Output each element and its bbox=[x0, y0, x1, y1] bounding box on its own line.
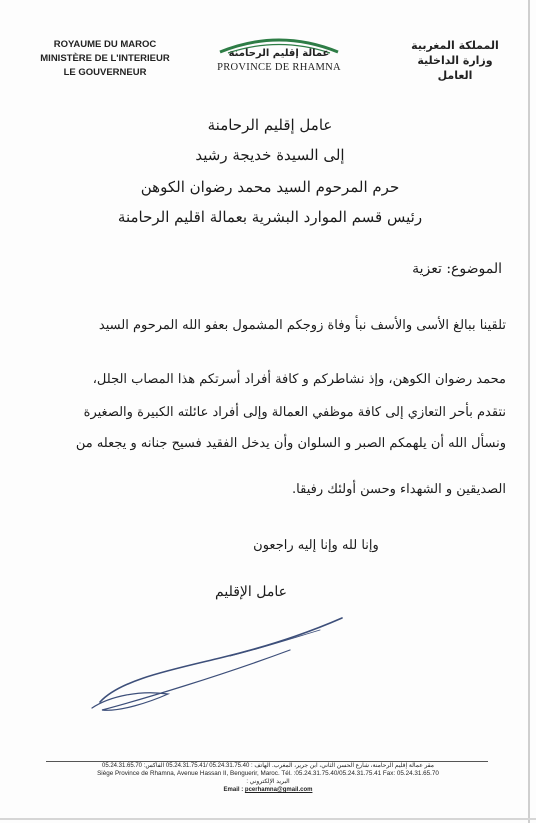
body-line: نتقدم بأحر التعازي إلى كافة موظفي العمالة وإلى أفراد عائلته الكبيرة والصغيرة bbox=[83, 405, 506, 420]
letter-subject: الموضوع: تعزية bbox=[412, 261, 502, 277]
footer-email-label-ar: البريد الإلكتروني : bbox=[246, 779, 290, 785]
signatory-title: عامل الإقليم bbox=[215, 584, 287, 600]
body-line: ونسأل الله أن يلهمكم الصبر و السلوان وأن يدخل الفقيد فسيح جنانه و يجعله من bbox=[75, 436, 506, 451]
header-governor-fr: LE GOUVERNEUR bbox=[63, 67, 147, 78]
header-ministry-fr: MINISTÈRE DE L'INTERIEUR bbox=[40, 53, 170, 64]
recipient-position: رئيس قسم الموارد البشرية بعمالة اقليم الرحامنة bbox=[117, 208, 423, 226]
header-kingdom-fr: ROYAUME DU MAROC bbox=[53, 39, 157, 50]
logo-arabic-text: عمالة إقليم الرحامنة bbox=[228, 48, 330, 59]
signature-icon bbox=[80, 610, 360, 720]
body-line: تلقينا ببالغ الأسى والأسف نبأ وفاة زوجكم المشمول بعفو الله المرحوم السيد bbox=[98, 318, 506, 333]
header-french-block bbox=[30, 38, 180, 80]
footer-email-label: Email : bbox=[223, 787, 244, 793]
recipient-name: إلى السيدة خديجة رشيد bbox=[195, 146, 345, 164]
header-kingdom-ar: المملكة المغربية bbox=[411, 39, 499, 52]
header-arabic-block bbox=[400, 38, 510, 83]
header-governor-ar: العامل bbox=[437, 69, 473, 82]
footer-address-ar: مقر عمالة إقليم الرحامنة، شارع الحسن الثاني، ابن جرير، المغرب. الهاتف : 05.24.31.75.40 /05.24.31.75.41 الفاكس: 05.24.31.65.70 bbox=[101, 763, 434, 769]
page-edge-right bbox=[528, 0, 530, 823]
closing-phrase: وإنا لله وإنا إليه راجعون bbox=[253, 538, 379, 553]
province-logo bbox=[214, 34, 344, 80]
body-line: الصديقين و الشهداء وحسن أولئك رفيقا. bbox=[292, 482, 506, 497]
header-ministry-ar: وزارة الداخلية bbox=[417, 54, 493, 67]
footer-email-row bbox=[40, 786, 496, 794]
page-edge-bottom bbox=[0, 818, 536, 820]
footer-address-fr: Siège Province de Rhamna, Avenue Hassan II, Benguerir, Maroc. Tél. :05.24.31.75.40/05.24.31.75.41 Fax: 05.24.31.65.70 bbox=[97, 770, 439, 777]
logo-french-text: PROVINCE DE RHAMNA bbox=[217, 62, 341, 73]
footer-email-link[interactable]: pcerhamna@gmail.com bbox=[244, 787, 313, 793]
sender-title: عامل إقليم الرحامنة bbox=[207, 116, 333, 134]
recipient-relation: حرم المرحوم السيد محمد رضوان الكوهن bbox=[140, 178, 400, 196]
body-line: محمد رضوان الكوهن، وإذ نشاطركم و كافة أفراد أسرتكم هذا المصاب الجلل، bbox=[92, 372, 506, 387]
